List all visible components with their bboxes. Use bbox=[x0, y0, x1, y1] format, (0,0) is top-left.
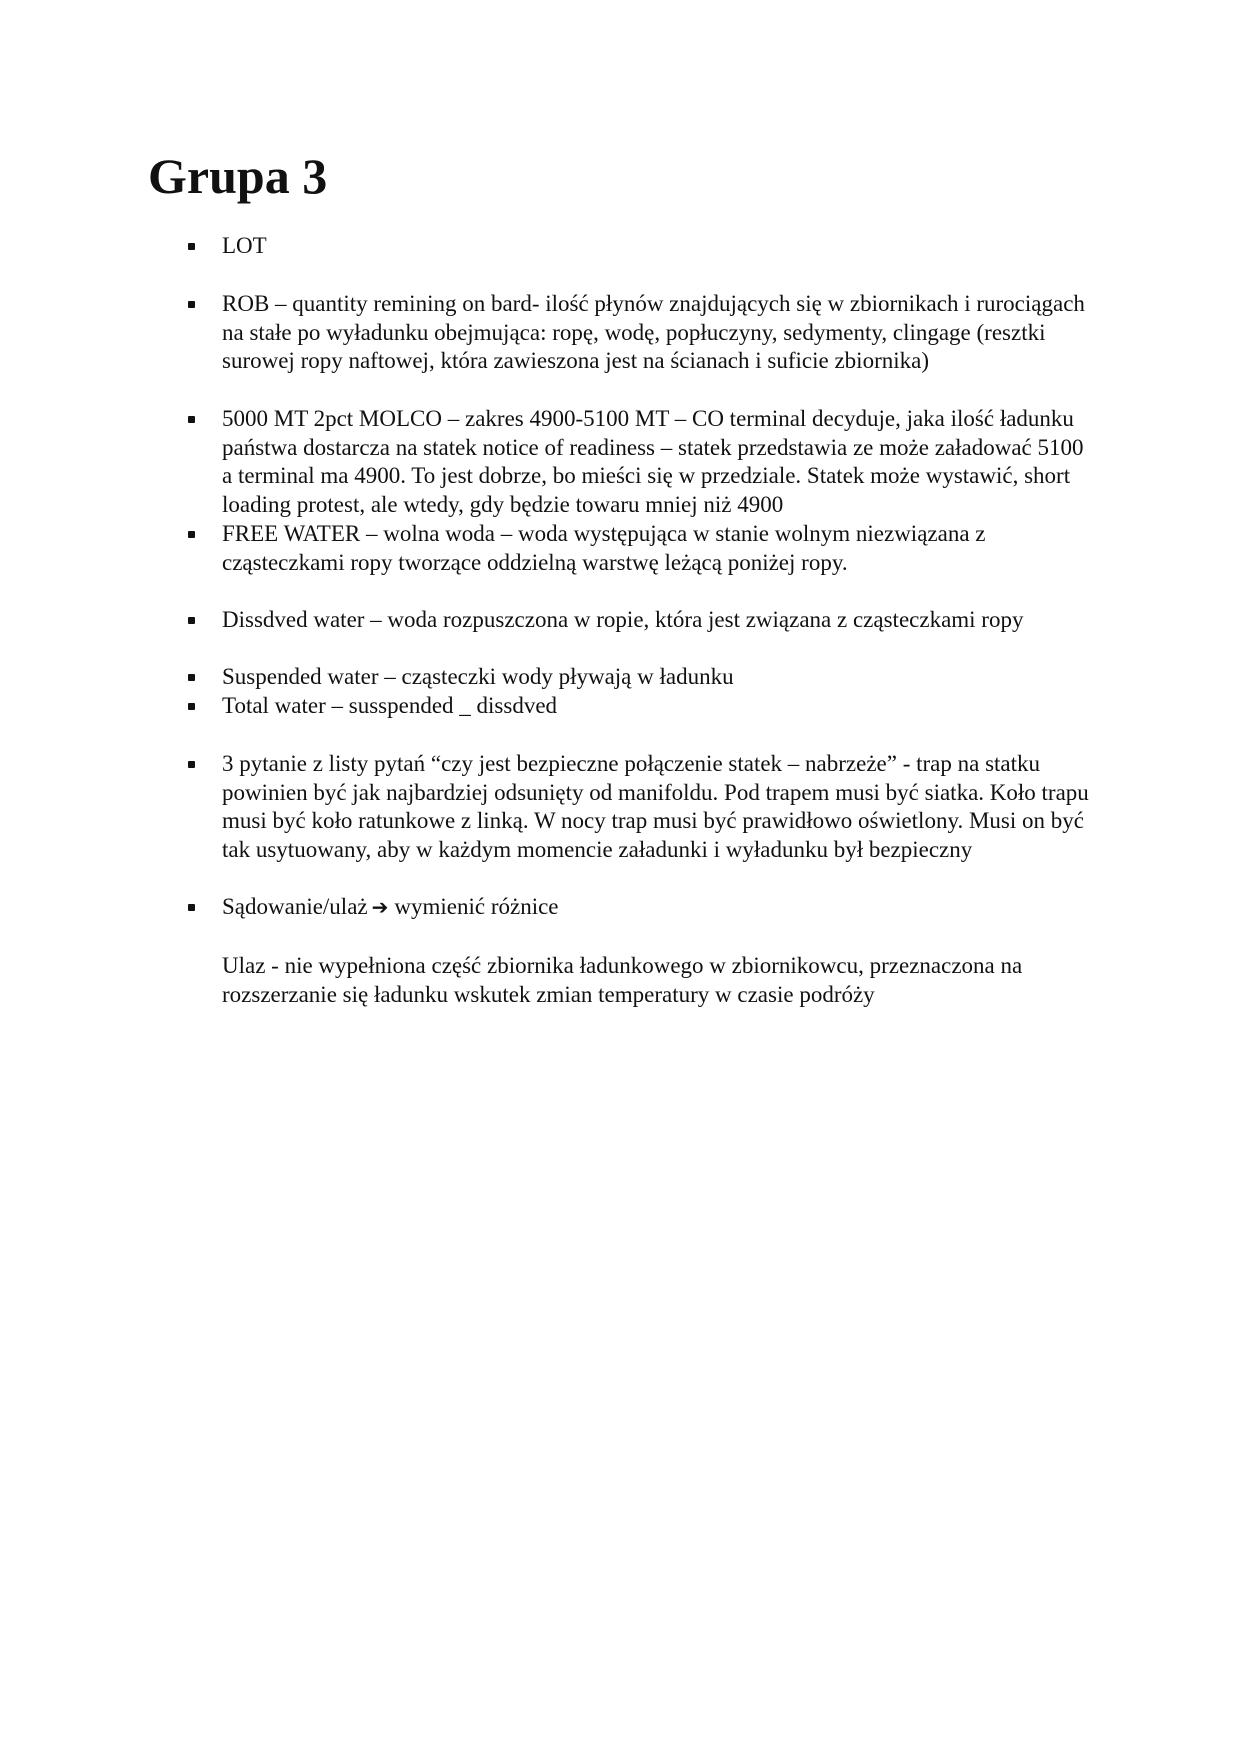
list-item-comparison bbox=[222, 893, 1092, 922]
list-item-text: FREE WATER – wolna woda – woda występująca w stanie wolnym niezwiązana z cząsteczkami ropy tworzące oddzielną warstwę leżącą poniżej ropy. bbox=[222, 521, 986, 575]
list-item bbox=[222, 692, 1092, 721]
comparison-instruction: wymienić różnice bbox=[394, 894, 559, 919]
bullet-icon bbox=[188, 703, 195, 710]
list-item-text: 3 pytanie z listy pytań “czy jest bezpieczne połączenie statek – nabrzeże” - trap na statku powinien być jak najbardziej odsunięty od manifoldu. Pod trapem musi być siatka. Koło trapu musi być koło ratunkowe z linką. W nocy trap musi być prawidłowo oświetlony. Musi on być tak usytuowany, aby w każdym momencie załadunki i wyładunku był bezpieczny bbox=[222, 751, 1089, 862]
list-item bbox=[222, 750, 1092, 864]
list-item-text: LOT bbox=[222, 233, 267, 258]
list-item bbox=[222, 606, 1092, 635]
bullet-icon bbox=[188, 416, 195, 423]
bullet-icon bbox=[188, 301, 195, 308]
list-item-text: Suspended water – cząsteczki wody pływają w ładunku bbox=[222, 664, 734, 689]
bullet-icon bbox=[188, 904, 195, 911]
bullet-icon bbox=[188, 617, 195, 624]
list-item bbox=[222, 520, 1092, 577]
ulaz-definition-paragraph: Ulaz - nie wypełniona część zbiornika ładunkowego w zbiornikowcu, przeznaczona na rozszerzanie się ładunku wskutek zmian temperatury w czasie podróży bbox=[222, 953, 1023, 1007]
list-item-text bbox=[222, 893, 1092, 922]
list-item-text: ROB – quantity remining on bard- ilość płynów znajdujących się w zbiornikach i rurociągach na stałe po wyładunku obejmująca: ropę, wodę, popłuczyny, sedymenty, clingage (resztki surowej ropy naftowej, która zawieszona jest na ścianach i suficie zbiornika) bbox=[222, 291, 1085, 374]
bullet-icon bbox=[188, 674, 195, 681]
list-item bbox=[222, 663, 1092, 692]
bullet-icon bbox=[188, 243, 195, 250]
list-item-text: Total water – susspended _ dissdved bbox=[222, 693, 558, 718]
bullet-icon bbox=[188, 531, 195, 538]
page-title: Grupa 3 bbox=[148, 148, 328, 204]
list-item bbox=[222, 232, 1092, 261]
arrow-right-icon: ➔ bbox=[371, 895, 389, 919]
list-item-text: 5000 MT 2pct MOLCO – zakres 4900-5100 MT – CO terminal decyduje, jaka ilość ładunku państwa dostarcza na statek notice of readiness – statek przedstawia ze może załadować 5100 a terminal ma 4900. To jest dobrze, bo mieści się w przedziale. Statek może wystawić, short loading protest, ale wtedy, gdy będzie towaru mniej niż 4900 bbox=[222, 406, 1084, 517]
bullet-icon bbox=[188, 761, 195, 768]
list-item-text: Dissdved water – woda rozpuszczona w ropie, która jest związana z cząsteczkami ropy bbox=[222, 607, 1024, 632]
list-item bbox=[222, 405, 1092, 519]
list-item bbox=[222, 290, 1092, 376]
comparison-term: Sądowanie/ulaż bbox=[222, 894, 368, 919]
